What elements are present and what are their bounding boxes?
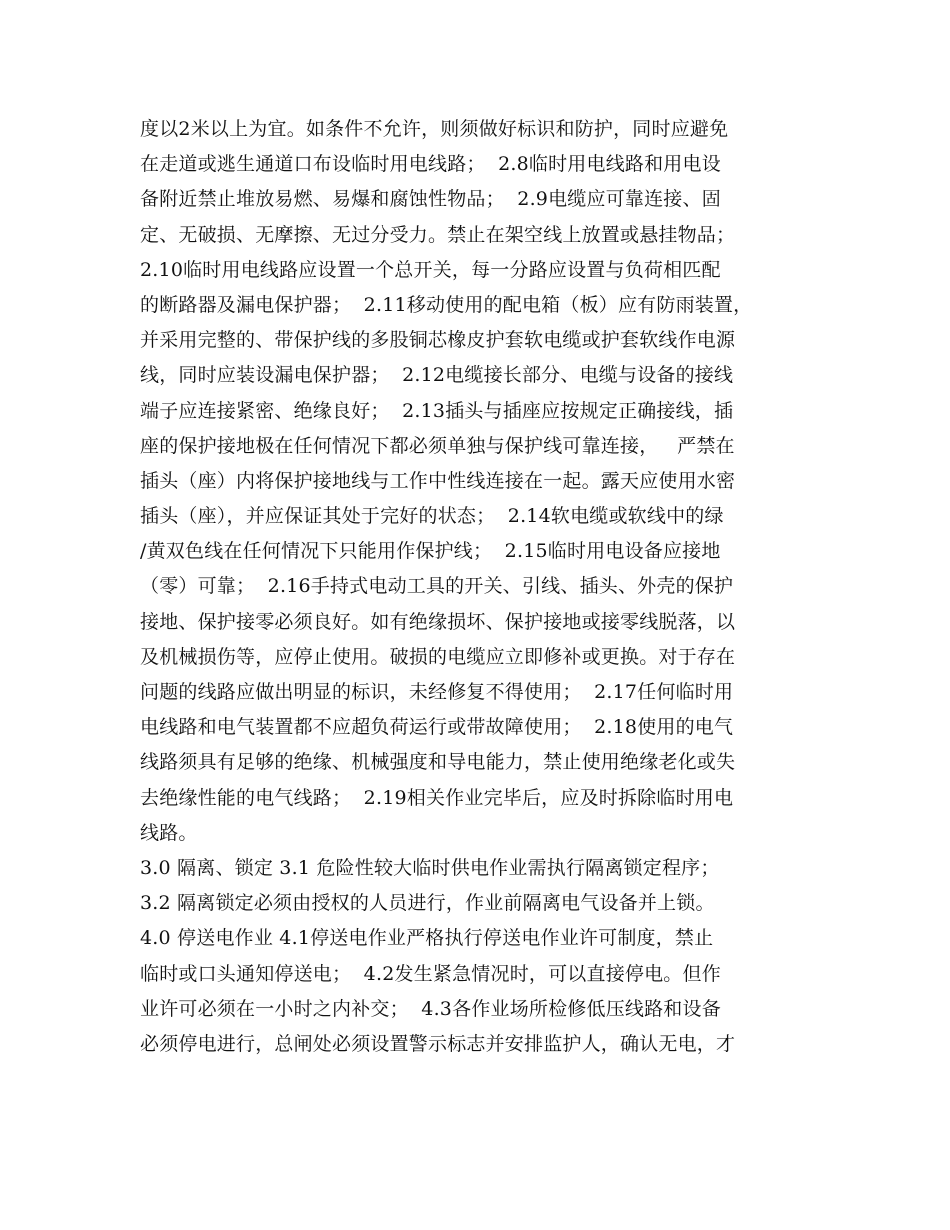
text-line: /黄双色线在任何情况下只能用作保护线； 2.15临时用电设备应接地 <box>140 540 721 563</box>
text-line: 线，同时应装设漏电保护器； 2.12电缆接长部分、电缆与设备的接线 <box>140 364 734 387</box>
section-3-line-2: 3.2 隔离锁定必须由授权的人员进行，作业前隔离电气设备并上锁。 <box>140 892 715 915</box>
text-line: 及机械损伤等，应停止使用。破损的电缆应立即修补或更换。对于存在 <box>140 645 736 668</box>
text-line: 线路须具有足够的绝缘、机械强度和导电能力，禁止使用绝缘老化或失 <box>140 751 736 774</box>
text-line: 插头（座），并应保证其处于完好的状态； 2.14软电缆或软线中的绿 <box>140 505 724 528</box>
text-line: 问题的线路应做出明显的标识，未经修复不得使用； 2.17任何临时用 <box>140 681 734 703</box>
text-line: 线路。 <box>140 821 198 844</box>
text-line: 度以2米以上为宜。如条件不允许，则须做好标识和防护，同时应避免 <box>140 118 729 140</box>
text-line: 2.10临时用电线路应设置一个总开关，每一分路应设置与负荷相匹配 <box>140 258 721 281</box>
text-line: 备附近禁止堆放易燃、易爆和腐蚀性物品； 2.9电缆应可靠连接、固 <box>140 188 721 211</box>
text-line: 座的保护接地极在任何情况下都必须单独与保护线可靠连接， 严禁在 <box>140 434 735 457</box>
text-line: 接地、保护接零必须良好。如有绝缘损坏、保护接地或接零线脱落，以 <box>140 610 736 633</box>
section-3-line-1: 3.0 隔离、锁定 3.1 危险性较大临时供电作业需执行隔离锁定程序； <box>140 856 720 879</box>
text-line: 电线路和电气装置都不应超负荷运行或带故障使用； 2.18使用的电气 <box>140 716 734 739</box>
document-body <box>140 112 830 1062</box>
text-line: 定、无破损、无摩擦、无过分受力。禁止在架空线上放置或悬挂物品； <box>140 223 736 246</box>
text-line: 并采用完整的、带保护线的多股铜芯橡皮护套软电缆或护套软线作电源 <box>140 329 736 352</box>
text-line: 去绝缘性能的电气线路； 2.19相关作业完毕后，应及时拆除临时用电 <box>140 786 734 809</box>
text-line: 端子应连接紧密、绝缘良好； 2.13插头与插座应按规定正确接线，插 <box>140 399 734 422</box>
text-line: 的断路器及漏电保护器； 2.11移动使用的配电箱（板）应有防雨装置， <box>140 293 753 316</box>
text-line: 业许可必须在一小时之内补交； 4.3各作业场所检修低压线路和设备 <box>140 997 721 1020</box>
text-line: 必须停电进行，总闸处必须设置警示标志并安排监护人，确认无电，才 <box>140 1032 736 1055</box>
section-4-line-1: 4.0 停送电作业 4.1停送电作业严格执行停送电作业许可制度，禁止 <box>140 927 714 950</box>
text-line: 在走道或逃生通道口布设临时用电线路； 2.8临时用电线路和用电设 <box>140 153 721 176</box>
text-line: （零）可靠； 2.16手持式电动工具的开关、引线、插头、外壳的保护 <box>140 575 734 598</box>
text-line: 插头（座）内将保护接地线与工作中性线连接在一起。露天应使用水密 <box>140 469 736 492</box>
text-line: 临时或口头通知停送电； 4.2发生紧急情况时，可以直接停电。但作 <box>140 962 721 985</box>
